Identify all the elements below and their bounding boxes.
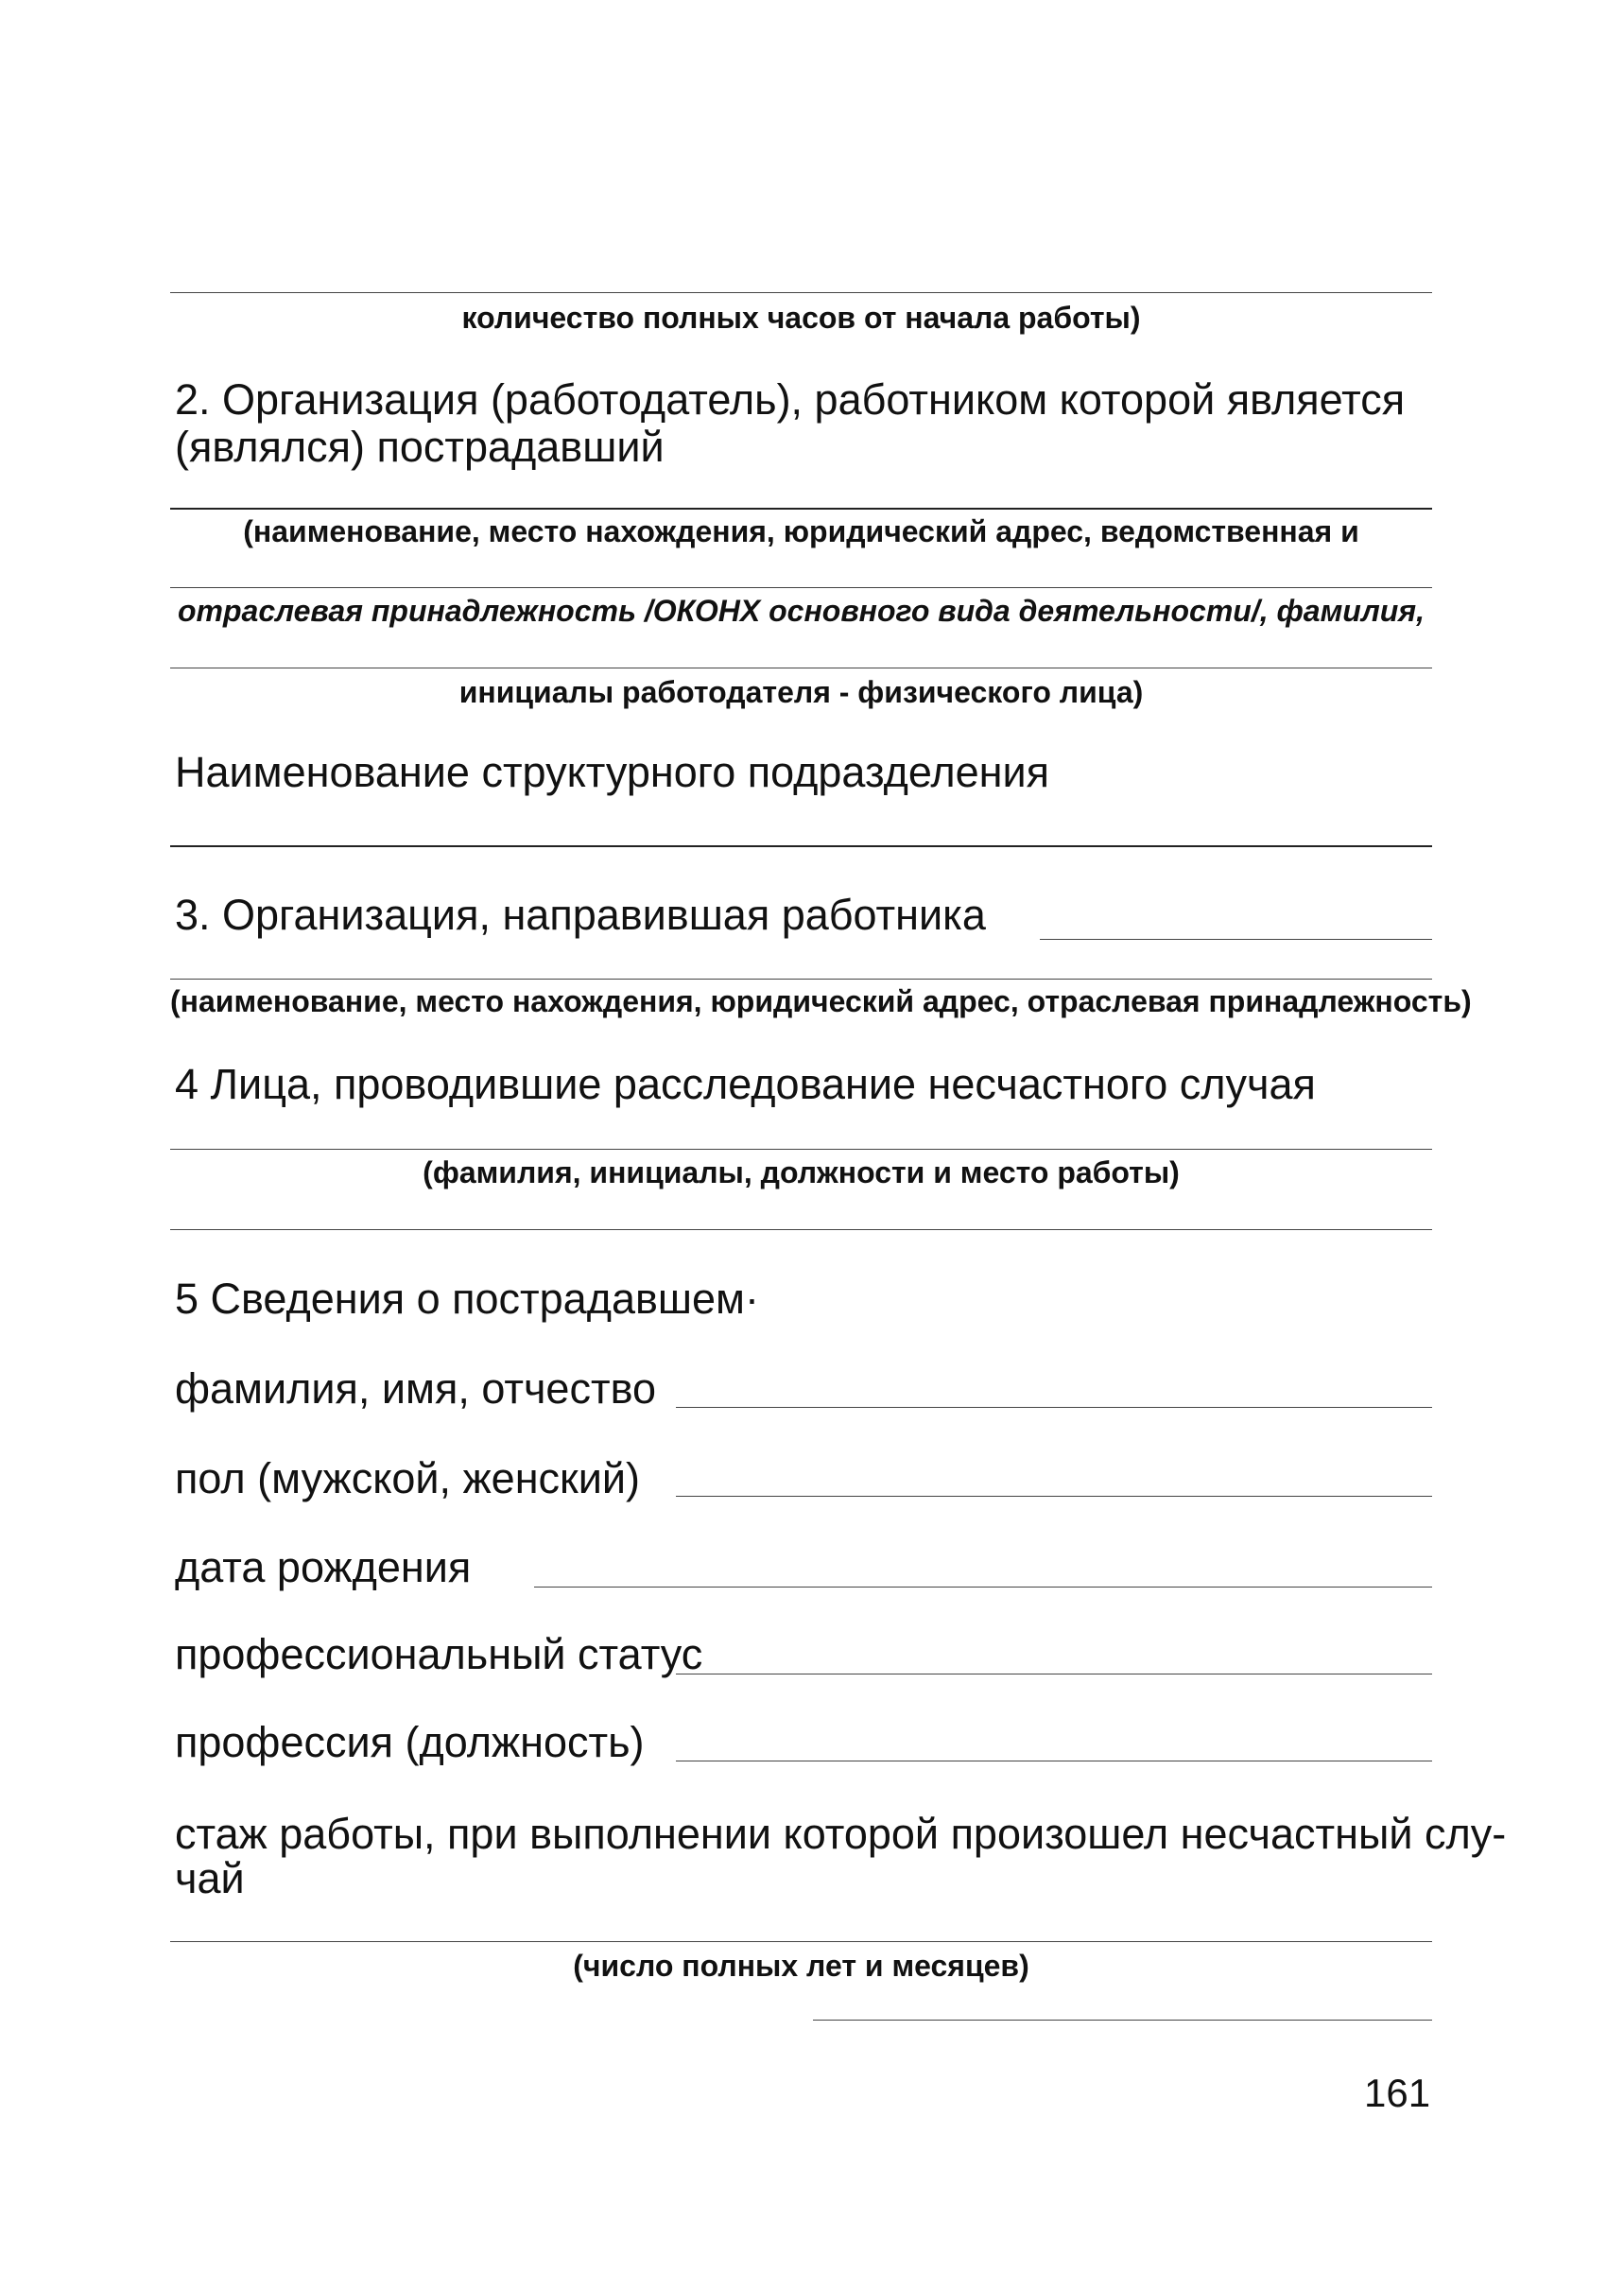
section-5-title: 5 Сведения о пострадавшем·	[175, 1275, 759, 1323]
status-label: профессиональный статус	[175, 1630, 703, 1678]
sex-label: пол (мужской, женский)	[175, 1454, 640, 1502]
full-name-field-line	[676, 1407, 1432, 1408]
full-name-label: фамилия, имя, отчество	[175, 1364, 656, 1413]
section-2-title-line1: 2. Организация (работодатель), работником которой является	[175, 375, 1406, 424]
experience-label-line2: чай	[175, 1854, 245, 1902]
hours-line	[170, 292, 1432, 293]
org-caption-line2: отраслевая принадлежность /ОКОНХ основного вида деятельности/, фамилия,	[178, 594, 1425, 628]
investigators-caption: (фамилия, инициалы, должности и место работы)	[423, 1155, 1180, 1189]
section-4-title: 4 Лица, проводившие расследование несчастного случая	[175, 1060, 1316, 1108]
birth-date-label: дата рождения	[175, 1543, 472, 1591]
investigators-field-line-2	[170, 1229, 1432, 1230]
section-3-title: 3. Организация, направившая работника	[175, 891, 986, 939]
experience-field-line-2	[813, 2020, 1432, 2021]
org-caption-line3: инициалы работодателя - физического лица)	[458, 675, 1144, 709]
birth-date-field-line	[534, 1587, 1432, 1588]
experience-field-line	[170, 1941, 1432, 1942]
section-2-title-line2: (являлся) пострадавший	[175, 423, 665, 471]
page-number: 161	[1364, 2071, 1431, 2115]
sender-org-caption: (наименование, место нахождения, юридический адрес, отраслевая принадлежность)	[170, 984, 1472, 1018]
org-caption-line1: (наименование, место нахождения, юридический адрес, ведомственная и	[243, 514, 1359, 548]
subdivision-label: Наименование структурного подразделения	[175, 748, 1050, 796]
sender-org-field-line	[170, 979, 1432, 980]
profession-label: профессия (должность)	[175, 1718, 645, 1766]
subdivision-field-line	[170, 845, 1432, 847]
experience-label-line1: стаж работы, при выполнении которой произошел несчастный слу-	[175, 1810, 1507, 1858]
org-field-line-1	[170, 508, 1432, 510]
org-field-line-2	[170, 587, 1432, 588]
sex-field-line	[676, 1496, 1432, 1497]
experience-caption: (число полных лет и месяцев)	[573, 1949, 1029, 1983]
sender-org-inline-line	[1040, 939, 1432, 940]
investigators-field-line	[170, 1149, 1432, 1150]
hours-caption: количество полных часов от начала работы)	[461, 301, 1141, 335]
